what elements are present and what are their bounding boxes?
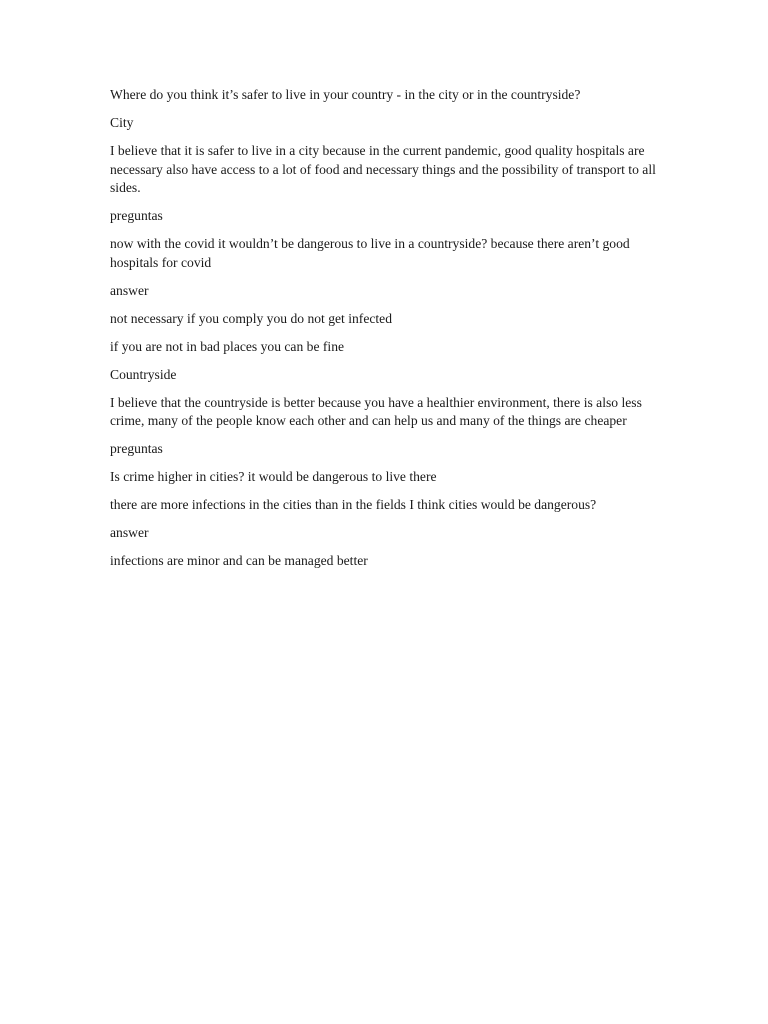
- countryside-question-2: there are more infections in the cities than in the fields I think cities would be dangerous?: [110, 497, 597, 512]
- city-argument: I believe that it is safer to live in a city because in the current pandemic, good quality hospitals are necessary also have access to a lot of food and necessary things and the possibility of transport to all sides.: [110, 143, 656, 195]
- city-question: now with the covid it wouldn’t be dangerous to live in a countryside? because there aren’t good hospitals for covid: [110, 236, 630, 270]
- city-answer-1: not necessary if you comply you do not get infected: [110, 310, 392, 326]
- preguntas-label-countryside: preguntas: [110, 441, 163, 456]
- section-label-city: City: [110, 115, 134, 130]
- countryside-argument: I believe that the countryside is better because you have a healthier environment, there is also less crime, many of the people know each other and can help us and many of the things are cheaper: [110, 394, 642, 428]
- answer-label-city: answer: [110, 282, 149, 298]
- answer-label-countryside: answer: [110, 525, 149, 540]
- question-heading: Where do you think it’s safer to live in your country - in the city or in the countryside?: [110, 87, 581, 102]
- section-label-countryside: Countryside: [110, 366, 177, 382]
- preguntas-label-city: preguntas: [110, 208, 163, 223]
- document-body: [110, 86, 665, 580]
- countryside-answer: infections are minor and can be managed better: [110, 553, 368, 568]
- countryside-question-1: Is crime higher in cities? it would be dangerous to live there: [110, 469, 437, 484]
- city-answer-2: if you are not in bad places you can be fine: [110, 338, 345, 354]
